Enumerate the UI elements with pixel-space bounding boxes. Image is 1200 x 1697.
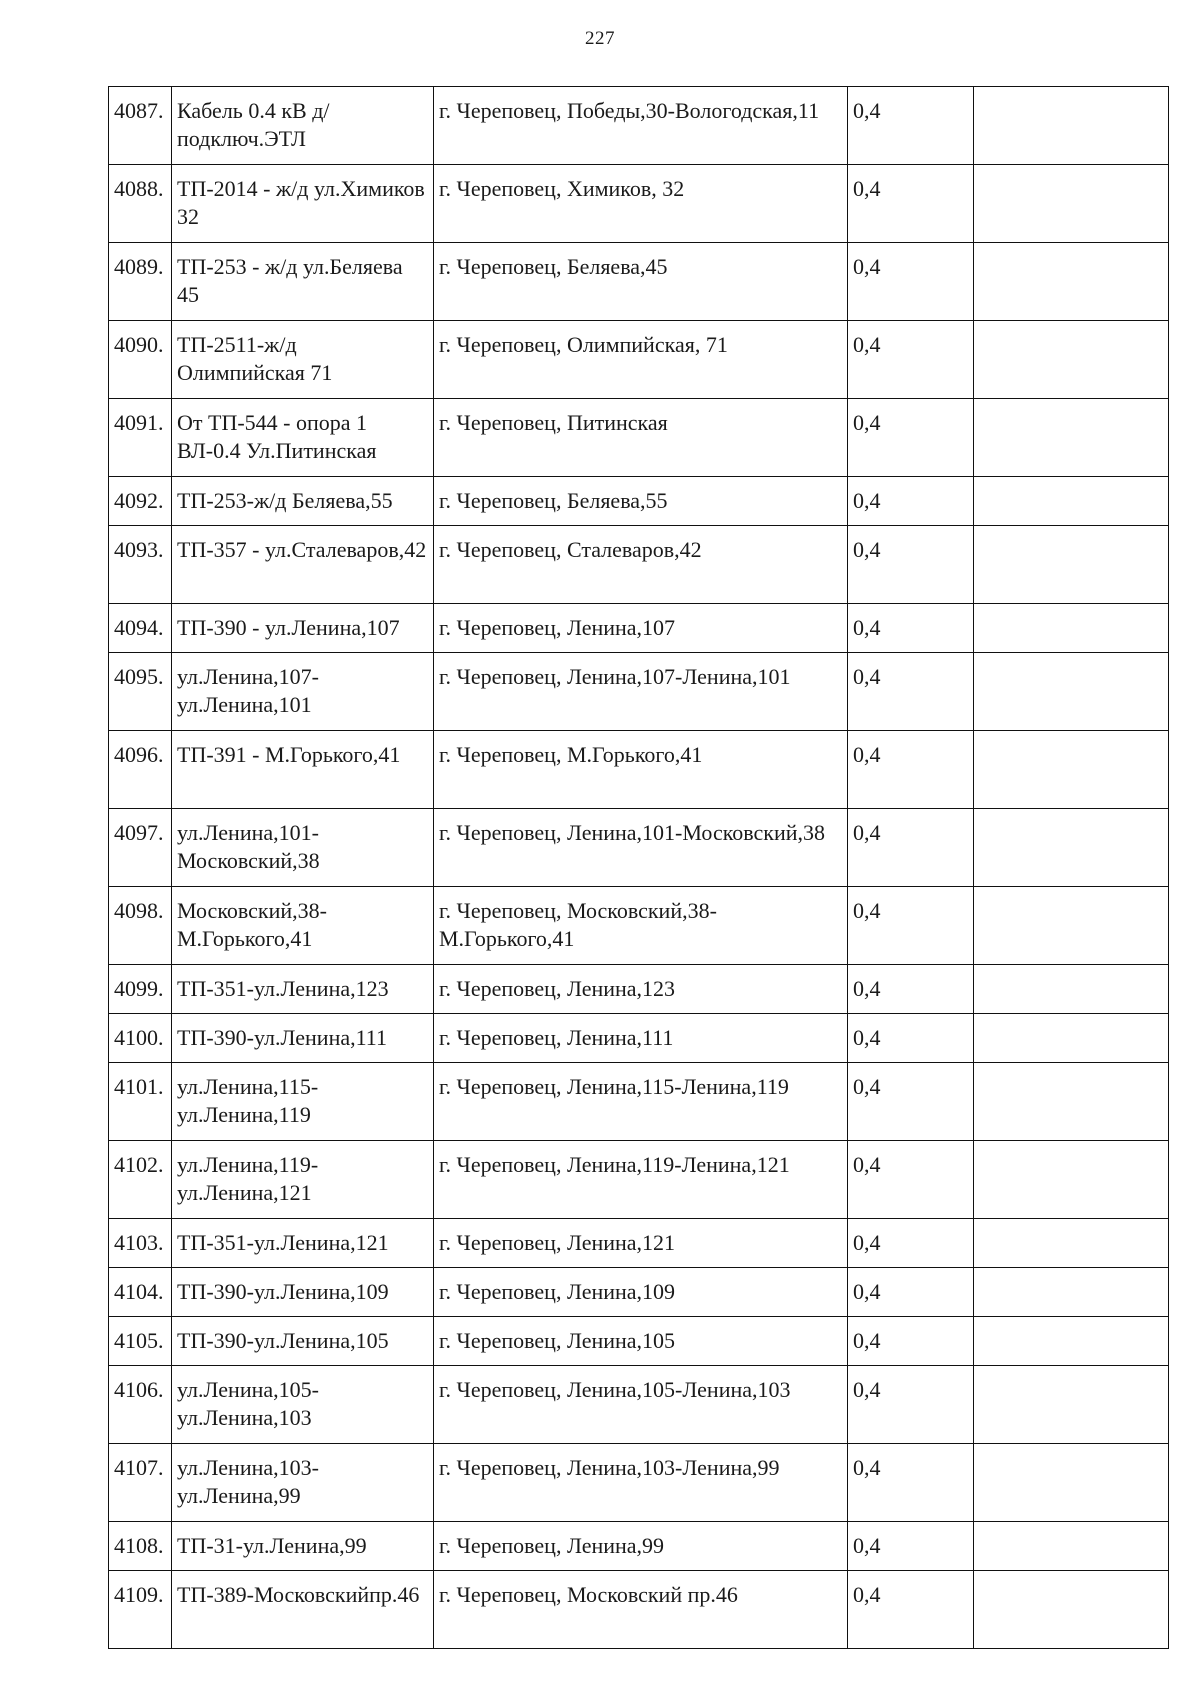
object-address: г. Череповец, Победы,30-Вологодская,11 [434,87,848,165]
row-number: 4092. [109,477,172,526]
table-row [109,887,1169,965]
object-voltage: 0,4 [848,887,974,965]
table-row [109,965,1169,1014]
object-voltage: 0,4 [848,965,974,1014]
row-number: 4096. [109,731,172,809]
object-address: г. Череповец, Ленина,107 [434,604,848,653]
object-address: г. Череповец, Ленина,103-Ленина,99 [434,1444,848,1522]
row-number: 4088. [109,165,172,243]
object-extra [974,887,1169,965]
table-row [109,477,1169,526]
object-address: г. Череповец, Сталеваров,42 [434,526,848,604]
object-address: г. Череповец, Ленина,105-Ленина,103 [434,1366,848,1444]
object-name: Кабель 0.4 кВ д/подключ.ЭТЛ [172,87,434,165]
object-address: г. Череповец, Московский пр.46 [434,1571,848,1649]
object-name: ТП-390 - ул.Ленина,107 [172,604,434,653]
table-row [109,1063,1169,1141]
object-extra [974,1366,1169,1444]
object-address: г. Череповец, Ленина,111 [434,1014,848,1063]
row-number: 4090. [109,321,172,399]
object-address: г. Череповец, Беляева,45 [434,243,848,321]
object-extra [974,477,1169,526]
object-extra [974,526,1169,604]
object-name: ул.Ленина,115-ул.Ленина,119 [172,1063,434,1141]
object-address: г. Череповец, Московский,38-М.Горького,41 [434,887,848,965]
object-address: г. Череповец, Ленина,105 [434,1317,848,1366]
row-number: 4087. [109,87,172,165]
row-number: 4105. [109,1317,172,1366]
table-row [109,1366,1169,1444]
object-voltage: 0,4 [848,1317,974,1366]
object-address: г. Череповец, Ленина,101-Московский,38 [434,809,848,887]
object-address: г. Череповец, М.Горького,41 [434,731,848,809]
object-name: ТП-351-ул.Ленина,123 [172,965,434,1014]
object-name: ТП-390-ул.Ленина,111 [172,1014,434,1063]
object-extra [974,1063,1169,1141]
object-extra [974,1444,1169,1522]
table-row [109,1141,1169,1219]
row-number: 4102. [109,1141,172,1219]
object-name: ул.Ленина,119-ул.Ленина,121 [172,1141,434,1219]
table-row [109,87,1169,165]
table-row [109,1219,1169,1268]
object-voltage: 0,4 [848,1522,974,1571]
object-voltage: 0,4 [848,165,974,243]
object-name: ТП-390-ул.Ленина,105 [172,1317,434,1366]
object-voltage: 0,4 [848,1014,974,1063]
row-number: 4098. [109,887,172,965]
object-address: г. Череповец, Ленина,109 [434,1268,848,1317]
row-number: 4099. [109,965,172,1014]
row-number: 4100. [109,1014,172,1063]
row-number: 4097. [109,809,172,887]
object-extra [974,604,1169,653]
object-extra [974,731,1169,809]
row-number: 4095. [109,653,172,731]
object-voltage: 0,4 [848,477,974,526]
object-extra [974,1571,1169,1649]
table-row [109,604,1169,653]
table-row [109,1014,1169,1063]
table-row [109,809,1169,887]
object-extra [974,243,1169,321]
row-number: 4106. [109,1366,172,1444]
table-row [109,526,1169,604]
table-row [109,399,1169,477]
row-number: 4101. [109,1063,172,1141]
object-address: г. Череповец, Питинская [434,399,848,477]
row-number: 4094. [109,604,172,653]
object-name: ул.Ленина,103-ул.Ленина,99 [172,1444,434,1522]
object-name: ТП-390-ул.Ленина,109 [172,1268,434,1317]
object-name: Московский,38-М.Горького,41 [172,887,434,965]
object-extra [974,399,1169,477]
table-row [109,165,1169,243]
table-row [109,1268,1169,1317]
object-name: ТП-253-ж/д Беляева,55 [172,477,434,526]
row-number: 4089. [109,243,172,321]
object-name: ТП-253 - ж/д ул.Беляева 45 [172,243,434,321]
object-address: г. Череповец, Ленина,123 [434,965,848,1014]
object-address: г. Череповец, Ленина,115-Ленина,119 [434,1063,848,1141]
table-row [109,1317,1169,1366]
object-voltage: 0,4 [848,1141,974,1219]
table-row [109,321,1169,399]
object-extra [974,653,1169,731]
object-name: ТП-357 - ул.Сталеваров,42 [172,526,434,604]
object-voltage: 0,4 [848,526,974,604]
row-number: 4104. [109,1268,172,1317]
object-name: От ТП-544 - опора 1 ВЛ-0.4 Ул.Питинская [172,399,434,477]
object-extra [974,1317,1169,1366]
object-extra [974,165,1169,243]
table-row [109,1522,1169,1571]
object-extra [974,1219,1169,1268]
object-name: ТП-351-ул.Ленина,121 [172,1219,434,1268]
object-voltage: 0,4 [848,731,974,809]
object-address: г. Череповец, Беляева,55 [434,477,848,526]
object-name: ул.Ленина,105-ул.Ленина,103 [172,1366,434,1444]
object-extra [974,809,1169,887]
object-address: г. Череповец, Ленина,119-Ленина,121 [434,1141,848,1219]
row-number: 4091. [109,399,172,477]
object-voltage: 0,4 [848,1219,974,1268]
object-name: ТП-389-Московскийпр.46 [172,1571,434,1649]
object-voltage: 0,4 [848,87,974,165]
object-address: г. Череповец, Ленина,99 [434,1522,848,1571]
object-name: ТП-31-ул.Ленина,99 [172,1522,434,1571]
object-voltage: 0,4 [848,1063,974,1141]
table-row [109,653,1169,731]
object-address: г. Череповец, Ленина,107-Ленина,101 [434,653,848,731]
object-name: ТП-2014 - ж/д ул.Химиков 32 [172,165,434,243]
row-number: 4103. [109,1219,172,1268]
row-number: 4107. [109,1444,172,1522]
table-row [109,731,1169,809]
object-name: ул.Ленина,101-Московский,38 [172,809,434,887]
object-address: г. Череповец, Химиков, 32 [434,165,848,243]
object-extra [974,321,1169,399]
object-voltage: 0,4 [848,1366,974,1444]
object-name: ул.Ленина,107-ул.Ленина,101 [172,653,434,731]
table-row [109,1444,1169,1522]
object-extra [974,1268,1169,1317]
object-extra [974,1141,1169,1219]
row-number: 4109. [109,1571,172,1649]
object-voltage: 0,4 [848,809,974,887]
object-voltage: 0,4 [848,653,974,731]
object-address: г. Череповец, Ленина,121 [434,1219,848,1268]
object-extra [974,1014,1169,1063]
table-row [109,243,1169,321]
object-voltage: 0,4 [848,399,974,477]
object-name: ТП-2511-ж/д Олимпийская 71 [172,321,434,399]
row-number: 4108. [109,1522,172,1571]
object-voltage: 0,4 [848,1268,974,1317]
objects-table [108,86,1169,1649]
object-extra [974,965,1169,1014]
object-voltage: 0,4 [848,604,974,653]
object-address: г. Череповец, Олимпийская, 71 [434,321,848,399]
object-extra [974,87,1169,165]
page-number: 227 [585,28,615,49]
table-row [109,1571,1169,1649]
object-voltage: 0,4 [848,1571,974,1649]
object-voltage: 0,4 [848,1444,974,1522]
object-extra [974,1522,1169,1571]
row-number: 4093. [109,526,172,604]
object-name: ТП-391 - М.Горького,41 [172,731,434,809]
object-voltage: 0,4 [848,321,974,399]
object-voltage: 0,4 [848,243,974,321]
